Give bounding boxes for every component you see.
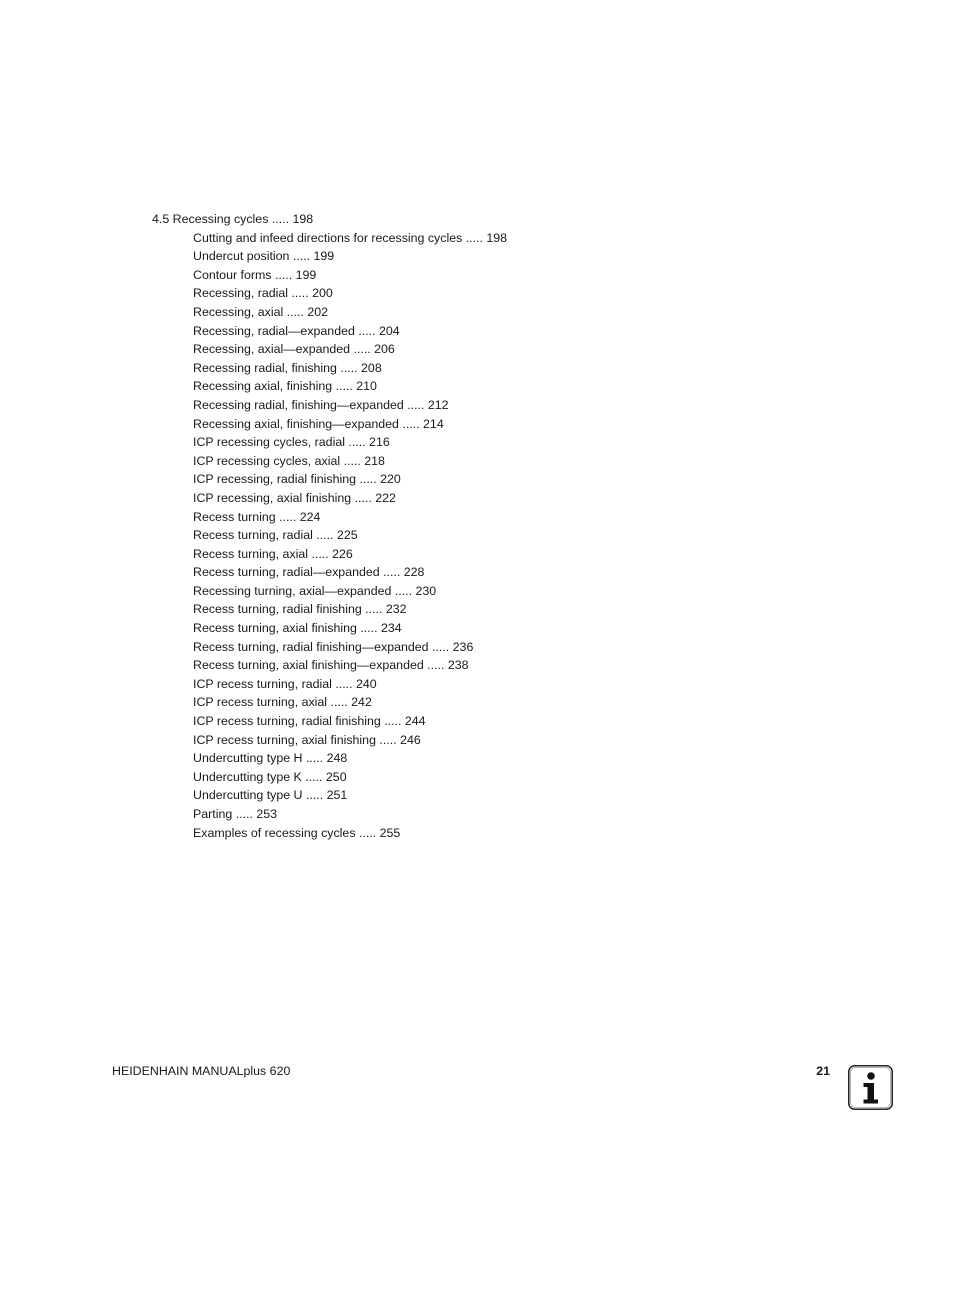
toc-entry: Recessing, axial ..... 202 — [193, 304, 328, 319]
toc-entry: ICP recess turning, axial ..... 242 — [193, 695, 372, 710]
toc-entry: Recess turning, radial ..... 225 — [193, 528, 358, 543]
toc-entry: Recessing axial, finishing—expanded ..... 214 — [193, 416, 444, 431]
toc-entry: Recess turning ..... 224 — [193, 509, 321, 524]
toc-entry: Recessing, radial—expanded ..... 204 — [193, 323, 400, 338]
toc-entry: Undercutting type K ..... 250 — [193, 769, 347, 784]
toc-entry: ICP recessing cycles, axial ..... 218 — [193, 453, 385, 468]
toc-section-heading: 4.5 Recessing cycles ..... 198 — [152, 212, 314, 226]
toc-entry: Undercutting type U ..... 251 — [193, 788, 348, 803]
toc-entry: Recessing radial, finishing ..... 208 — [193, 360, 382, 375]
toc-entry: ICP recess turning, radial finishing ..... 244 — [193, 714, 426, 729]
toc-entry: ICP recessing, radial finishing ..... 220 — [193, 472, 401, 487]
toc-entry: Recess turning, radial finishing—expanded ..... 236 — [193, 639, 474, 654]
toc-entry: Recess turning, axial ..... 226 — [193, 546, 353, 561]
toc-entry: Recess turning, axial finishing ..... 234 — [193, 621, 402, 636]
table-of-contents — [0, 210, 954, 842]
footer-manual-title: HEIDENHAIN MANUALplus 620 — [112, 1064, 291, 1078]
toc-entry: Recess turning, axial finishing—expanded ..... 238 — [193, 658, 469, 673]
toc-entry: Undercut position ..... 199 — [193, 249, 335, 264]
toc-entry: Recessing radial, finishing—expanded ..... 212 — [193, 397, 449, 412]
toc-entry: Recessing, axial—expanded ..... 206 — [193, 342, 395, 357]
toc-entry: Recessing, radial ..... 200 — [193, 286, 333, 301]
toc-entry: ICP recessing, axial finishing ..... 222 — [193, 490, 396, 505]
toc-entry: ICP recessing cycles, radial ..... 216 — [193, 435, 390, 450]
toc-entry: Parting ..... 253 — [193, 807, 278, 821]
page-number: 21 — [816, 1064, 830, 1078]
toc-entry: Recessing turning, axial—expanded ..... 230 — [193, 583, 437, 598]
toc-entry: Recessing axial, finishing ..... 210 — [193, 379, 377, 394]
toc-entry: Undercutting type H ..... 248 — [193, 751, 348, 766]
toc-entry: ICP recess turning, radial ..... 240 — [193, 676, 377, 691]
toc-entry: Recess turning, radial finishing ..... 232 — [193, 602, 407, 617]
toc-entry: Recess turning, radial—expanded ..... 228 — [193, 565, 425, 580]
toc-entries — [0, 229, 954, 843]
toc-entry: ICP recess turning, axial finishing ..... 246 — [193, 732, 421, 747]
toc-entry: Contour forms ..... 199 — [193, 267, 317, 282]
toc-entry: Examples of recessing cycles ..... 255 — [193, 825, 401, 840]
toc-entry: Cutting and infeed directions for recessing cycles ..... 198 — [193, 230, 508, 245]
info-icon — [848, 1065, 893, 1110]
